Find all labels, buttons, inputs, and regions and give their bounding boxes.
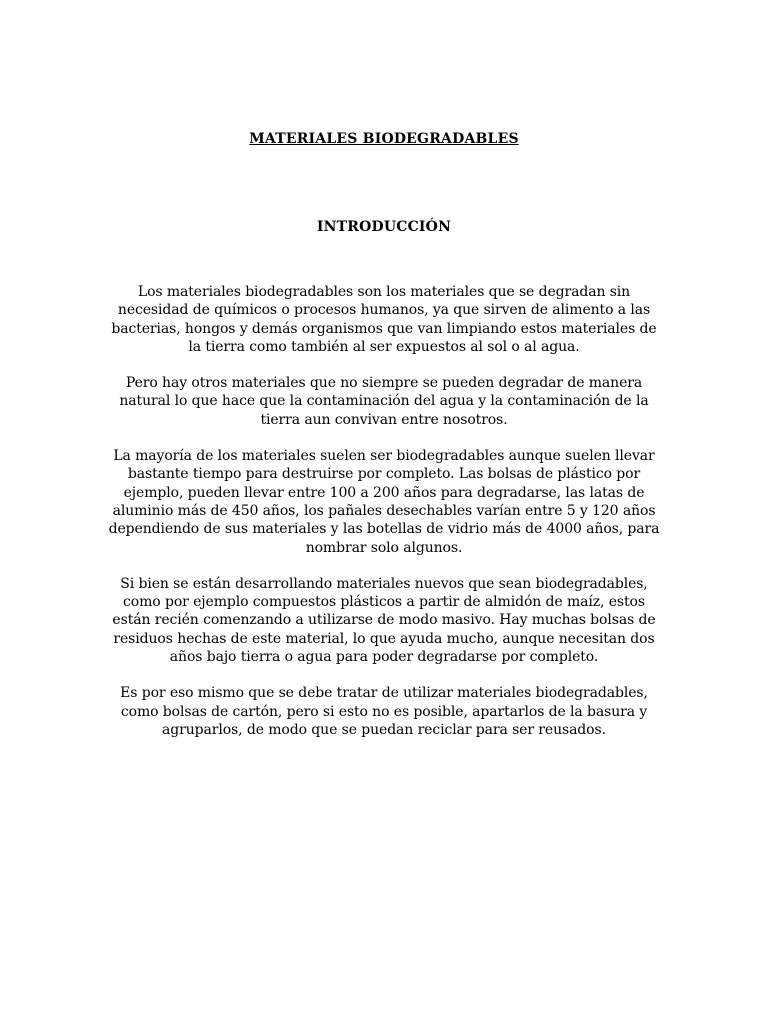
- paragraph: Los materiales biodegradables son los materiales que se degradan sin necesidad de químicos o procesos humanos, ya que sirven de alimento a las bacterias, hongos y demás organismos que van limpiando estos materiales de la tierra como también al ser expuestos al sol o al agua.: [111, 284, 657, 355]
- section-heading: INTRODUCCIÓN: [316, 219, 452, 235]
- paragraph: La mayoría de los materiales suelen ser biodegradables aunque suelen llevar bastante tiempo para destruirse por completo. Las bolsas de plástico por ejemplo, pueden llevar entre 100 a 200 años para degradarse, las latas de aluminio más de 450 años, los pañales desechables varían entre 5 y 120 años dependiendo de sus materiales y las botellas de vidrio más de 4000 años, para nombrar solo algunos.: [108, 448, 660, 556]
- paragraph: Si bien se están desarrollando materiales nuevos que sean biodegradables, como por ejemplo compuestos plásticos a partir de almidón de maíz, estos están recién comenzando a utilizarse de modo masivo. Hay muchas bolsas de residuos hechas de este material, lo que ayuda mucho, aunque necesitan dos años bajo tierra o agua para poder degradarse por completo.: [112, 575, 656, 666]
- paragraph: Es por eso mismo que se debe tratar de utilizar materiales biodegradables, como bolsas de cartón, pero si esto no es posible, apartarlos de la basura y agruparlos, de modo que se puedan reciclar para ser reusados.: [120, 685, 648, 738]
- document-body: [104, 283, 664, 757]
- document-title: MATERIALES BIODEGRADABLES: [249, 131, 519, 147]
- paragraph: Pero hay otros materiales que no siempre se pueden degradar de manera natural lo que hace que la contaminación del agua y la contaminación de la tierra aun convivan entre nosotros.: [119, 375, 649, 428]
